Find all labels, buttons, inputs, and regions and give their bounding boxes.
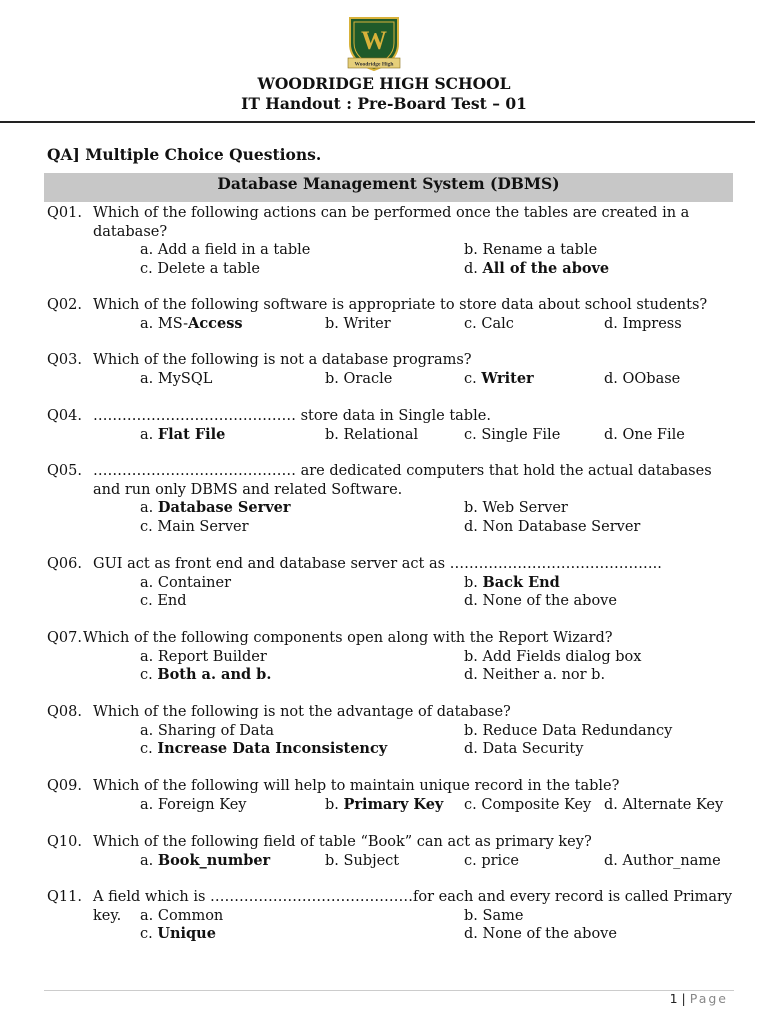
option-c	[140, 925, 216, 944]
option-c	[464, 852, 519, 871]
option-a	[140, 574, 231, 593]
option-a	[140, 852, 270, 871]
option-text: Data Security	[482, 741, 584, 757]
option-text: Main Server	[157, 518, 249, 535]
option-prefix: b.	[325, 852, 344, 869]
question-text: Which of the following software is appropriate to store data about school students?	[93, 297, 708, 313]
crest-letter: W	[361, 26, 387, 55]
option-text: Database Server	[157, 499, 291, 516]
option-text: Subject	[343, 852, 400, 869]
question-text: Which of the following actions can be performed once the tables are created in a database?	[93, 205, 690, 240]
option-text: Calc	[481, 315, 514, 332]
option-prefix: d.	[464, 518, 483, 535]
option-a	[140, 907, 223, 926]
header-divider	[0, 121, 755, 123]
crest-banner-text: Woodridge High	[354, 61, 394, 68]
question-11	[0, 888, 768, 948]
question-text: …………………………………… are dedicated computers that hold the actual databases and run only DBMS and related Software.	[93, 463, 712, 498]
option-text: None of the above	[482, 593, 617, 609]
page-number	[670, 991, 728, 1006]
option-prefix: a.	[140, 370, 158, 387]
option-b	[325, 370, 392, 389]
question-text: GUI act as front end and database server act as ……………………………………..	[93, 556, 662, 572]
question-number: Q05.	[47, 463, 82, 479]
option-text: Back End	[482, 573, 560, 591]
option-prefix: d.	[604, 426, 623, 443]
option-prefix: c.	[464, 370, 482, 387]
option-prefix: b.	[325, 315, 344, 332]
question-number: Q09.	[47, 778, 82, 794]
option-text: Delete a table	[157, 260, 261, 277]
school-name: WOODRIDGE HIGH SCHOOL	[257, 74, 511, 93]
option-prefix: d.	[464, 667, 483, 683]
option-prefix: d.	[464, 926, 483, 942]
question-number: Q06.	[47, 556, 82, 572]
option-text: One File	[622, 426, 685, 443]
option-c	[140, 740, 387, 759]
option-text: Relational	[343, 426, 419, 443]
option-d	[604, 370, 680, 389]
option-text: Impress	[622, 315, 682, 332]
question-9	[0, 777, 768, 837]
option-d	[464, 925, 617, 944]
test-title: IT Handout : Pre-Board Test – 01	[241, 94, 527, 113]
question-text: Which of the following components open along with the Report Wizard?	[83, 630, 613, 646]
option-d	[464, 666, 605, 685]
option-text: price	[481, 852, 519, 869]
option-text: Non Database Server	[482, 518, 641, 535]
page-number-value: 1	[669, 991, 678, 1006]
option-text: Single File	[481, 426, 561, 443]
question-4	[0, 407, 768, 467]
footer-divider	[44, 990, 734, 991]
option-b	[325, 796, 443, 815]
option-text: Common	[157, 907, 224, 924]
option-prefix: c.	[464, 315, 482, 332]
option-prefix: c.	[140, 518, 158, 535]
option-c	[464, 796, 591, 815]
option-text: Oracle	[343, 370, 393, 387]
option-d	[464, 518, 640, 537]
option-prefix: c.	[140, 260, 158, 277]
option-text: Author_name	[622, 852, 721, 869]
option-prefix: a.	[140, 242, 158, 258]
option-a	[140, 241, 310, 260]
option-prefix: a.	[140, 722, 158, 739]
option-text: Flat File	[157, 425, 226, 443]
option-b	[464, 241, 597, 260]
page-label: Page	[689, 991, 728, 1006]
option-d	[464, 260, 609, 279]
option-text: All of the above	[482, 259, 610, 277]
option-c	[140, 518, 249, 537]
option-prefix: b.	[325, 370, 344, 387]
option-prefix: d.	[464, 593, 483, 609]
option-a	[140, 315, 243, 334]
option-prefix: b.	[325, 796, 344, 813]
option-text: Alternate Key	[622, 796, 724, 813]
option-a	[140, 426, 225, 445]
question-number: Q07.	[47, 630, 82, 646]
option-c	[140, 260, 260, 279]
option-d	[604, 426, 685, 445]
question-number: Q10.	[47, 834, 82, 850]
option-prefix: c.	[464, 426, 482, 443]
option-d	[604, 852, 721, 871]
option-text: None of the above	[482, 926, 617, 942]
option-prefix: c.	[140, 741, 158, 757]
question-number: Q01.	[47, 205, 82, 221]
question-text: …………………………………… store data in Single table.	[93, 408, 491, 424]
option-text: Book_number	[157, 851, 271, 869]
option-text: Report Builder	[157, 648, 267, 665]
question-text: Which of the following will help to maintain unique record in the table?	[93, 778, 620, 794]
option-text: Container	[157, 574, 231, 591]
option-text: Writer	[481, 369, 534, 387]
option-b	[325, 852, 399, 871]
question-8	[0, 703, 768, 763]
option-b	[464, 499, 568, 518]
option-c	[464, 315, 514, 334]
option-prefix: b.	[464, 648, 483, 665]
option-prefix: a.	[140, 500, 158, 516]
option-prefix: d.	[604, 370, 623, 387]
option-text: Add Fields dialog box	[482, 648, 642, 665]
option-prefix: a.	[140, 574, 158, 591]
option-text: Unique	[157, 925, 216, 942]
option-b	[464, 648, 641, 667]
option-b	[464, 907, 523, 926]
option-a	[140, 370, 212, 389]
option-prefix: a. MS-	[140, 315, 189, 332]
option-b	[325, 426, 418, 445]
option-text: Web Server	[482, 500, 568, 516]
option-prefix: c.	[140, 593, 158, 609]
option-text: Add a field in a table	[157, 242, 311, 258]
question-6	[0, 555, 768, 615]
option-c	[140, 666, 271, 685]
option-prefix: c.	[140, 926, 158, 942]
option-prefix: d.	[604, 852, 623, 869]
option-prefix: c.	[464, 852, 482, 869]
option-prefix: d.	[464, 260, 483, 277]
option-prefix: b.	[464, 500, 483, 516]
option-text: Sharing of Data	[157, 722, 275, 739]
option-d	[464, 740, 583, 759]
option-text: Rename a table	[482, 242, 598, 258]
option-d	[604, 796, 723, 815]
option-prefix: c.	[140, 667, 158, 683]
option-b	[464, 722, 672, 741]
option-b	[464, 574, 560, 593]
option-prefix: d.	[464, 741, 483, 757]
option-prefix: a.	[140, 852, 158, 869]
option-a	[140, 722, 274, 741]
option-text: Both a. and b.	[157, 666, 272, 683]
option-b	[325, 315, 391, 334]
question-text: A field which is ……………………………………for each and every record is called Primary key.	[93, 889, 733, 924]
question-text: Which of the following is not a database programs?	[93, 352, 472, 368]
question-number: Q04.	[47, 408, 82, 424]
question-7	[0, 629, 768, 689]
question-3	[0, 351, 768, 411]
option-a	[140, 648, 267, 667]
option-prefix: a.	[140, 907, 158, 924]
option-text: Foreign Key	[157, 796, 247, 813]
option-text: OObase	[622, 370, 681, 387]
option-a	[140, 499, 291, 518]
question-text: Which of the following is not the advantage of database?	[93, 704, 511, 720]
option-prefix: a.	[140, 648, 158, 665]
option-prefix: d.	[604, 315, 623, 332]
option-text: Increase Data Inconsistency	[157, 740, 388, 757]
option-d	[464, 592, 617, 611]
option-c	[464, 426, 560, 445]
option-prefix: b.	[464, 574, 483, 591]
question-1	[0, 204, 768, 277]
option-text: Same	[482, 907, 524, 924]
option-c	[140, 592, 187, 611]
page-separator: |	[681, 991, 686, 1006]
question-number: Q03.	[47, 352, 82, 368]
question-5	[0, 462, 768, 535]
option-text: Primary Key	[343, 795, 444, 813]
question-text: Which of the following field of table “Book” can act as primary key?	[93, 834, 592, 850]
option-text: Composite Key	[481, 796, 592, 813]
question-number: Q08.	[47, 704, 82, 720]
option-text: End	[157, 593, 187, 609]
option-prefix: c.	[464, 796, 482, 813]
option-text: Writer	[343, 315, 391, 332]
option-text: Reduce Data Redundancy	[482, 722, 673, 739]
section-title: QA] Multiple Choice Questions.	[47, 145, 322, 164]
option-a	[140, 796, 246, 815]
question-2	[0, 296, 768, 356]
question-10	[0, 833, 768, 893]
option-prefix: b.	[325, 426, 344, 443]
option-text: Neither a. nor b.	[482, 667, 606, 683]
school-crest-logo	[344, 14, 404, 72]
option-prefix: b.	[464, 907, 483, 924]
question-number: Q11.	[47, 889, 82, 905]
option-text: MySQL	[157, 370, 213, 387]
option-prefix: a.	[140, 426, 158, 443]
option-prefix: b.	[464, 242, 483, 258]
topic-banner: Database Management System (DBMS)	[44, 173, 733, 202]
option-d	[604, 315, 682, 334]
option-prefix: b.	[464, 722, 483, 739]
option-prefix: a.	[140, 796, 158, 813]
option-prefix: d.	[604, 796, 623, 813]
question-number: Q02.	[47, 297, 82, 313]
option-c	[464, 370, 534, 389]
option-text: Access	[188, 314, 243, 332]
